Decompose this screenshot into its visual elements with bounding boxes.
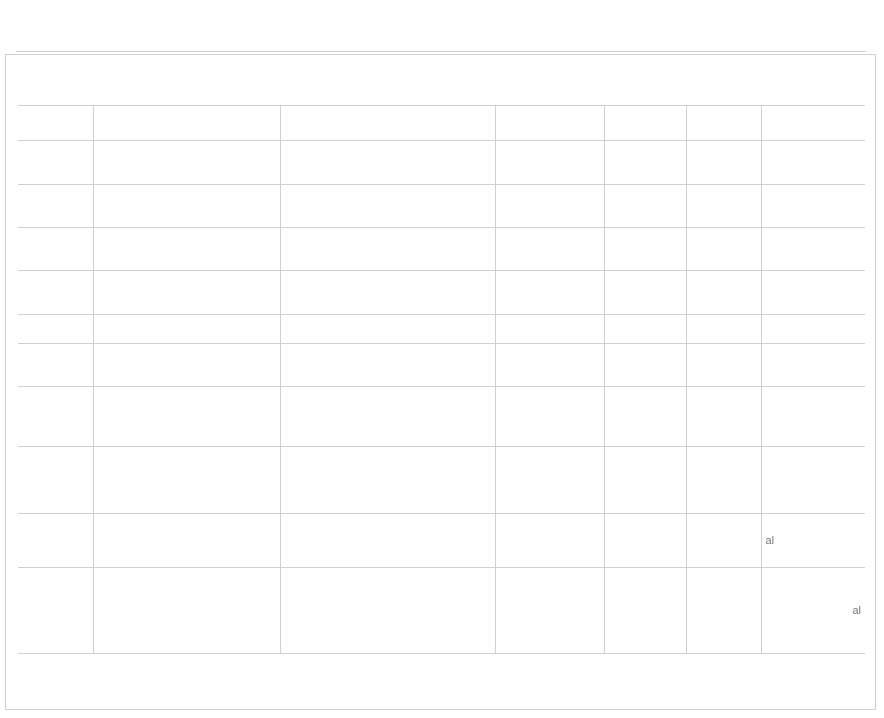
table-cell [93, 185, 280, 228]
table-cell [18, 344, 93, 387]
table-cell [93, 514, 280, 568]
table-cell [280, 271, 495, 315]
table-cell [280, 185, 495, 228]
table-cell [280, 447, 495, 514]
table-cell [761, 447, 865, 514]
table-cell [18, 185, 93, 228]
table-cell [93, 315, 280, 344]
table-cell [604, 271, 686, 315]
table-cell [686, 447, 761, 514]
table-cell [761, 387, 865, 447]
table-cell [686, 271, 761, 315]
table-cell [93, 106, 280, 141]
table-cell [93, 141, 280, 185]
table-cell [280, 514, 495, 568]
table-cell [93, 344, 280, 387]
table-cell [604, 344, 686, 387]
table-cell [761, 344, 865, 387]
table-cell [495, 315, 604, 344]
table-cell [686, 141, 761, 185]
table-cell: al [761, 514, 865, 568]
table-cell [18, 315, 93, 344]
table-cell [761, 141, 865, 185]
table-row [18, 344, 865, 387]
table-cell [604, 315, 686, 344]
table-cell [18, 514, 93, 568]
table-row [18, 568, 865, 654]
table-cell [280, 228, 495, 271]
table-cell [495, 568, 604, 654]
table-cell [93, 568, 280, 654]
table-cell [18, 141, 93, 185]
table-cell [18, 106, 93, 141]
table-cell [761, 315, 865, 344]
table-cell [18, 228, 93, 271]
table-cell [686, 106, 761, 141]
table-row [18, 228, 865, 271]
table-cell [495, 228, 604, 271]
table-cell [280, 344, 495, 387]
table-cell [604, 228, 686, 271]
table-cell [18, 568, 93, 654]
table-cell [604, 106, 686, 141]
table-row [18, 447, 865, 514]
table-cell [495, 387, 604, 447]
table-row [18, 387, 865, 447]
table-row [18, 315, 865, 344]
table-cell [761, 228, 865, 271]
table-cell [93, 271, 280, 315]
table-cell [604, 387, 686, 447]
table-cell [761, 271, 865, 315]
table-cell [495, 141, 604, 185]
table-cell [604, 568, 686, 654]
data-table [18, 105, 865, 654]
table-row [18, 141, 865, 185]
table-cell [761, 106, 865, 141]
table-cell [93, 387, 280, 447]
table-cell [280, 141, 495, 185]
table-cell [686, 568, 761, 654]
table-cell [280, 106, 495, 141]
table-cell [280, 387, 495, 447]
table-cell [495, 106, 604, 141]
table-cell [18, 447, 93, 514]
table-cell [604, 514, 686, 568]
table-cell [761, 185, 865, 228]
table-row [18, 271, 865, 315]
table-cell [18, 271, 93, 315]
table-cell [18, 387, 93, 447]
table-cell [686, 344, 761, 387]
table-cell [495, 344, 604, 387]
table-row [18, 106, 865, 141]
table-cell [686, 315, 761, 344]
table-cell [495, 447, 604, 514]
table-cell [604, 447, 686, 514]
table-cell [686, 387, 761, 447]
table-cell [604, 185, 686, 228]
table-cell [495, 514, 604, 568]
table-cell [93, 228, 280, 271]
table-row [18, 185, 865, 228]
table-row [18, 514, 865, 568]
table-cell [686, 514, 761, 568]
table-cell [604, 141, 686, 185]
table-cell [280, 315, 495, 344]
header-divider [16, 51, 866, 52]
table-cell [495, 185, 604, 228]
table-cell [495, 271, 604, 315]
table-cell [280, 568, 495, 654]
table-cell [686, 228, 761, 271]
table-cell [686, 185, 761, 228]
table-body [18, 106, 865, 654]
table-cell [93, 447, 280, 514]
table-cell-text: al [761, 568, 865, 654]
